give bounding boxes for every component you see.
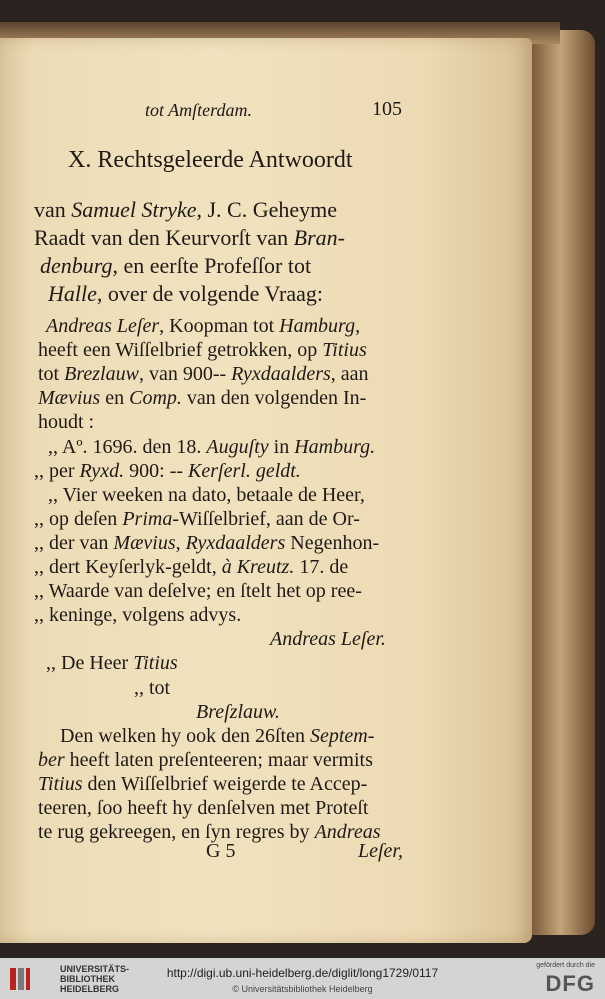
text-line <box>38 410 570 434</box>
text-line <box>38 772 570 796</box>
text-segment: , aan <box>330 363 369 385</box>
text-segment: tot <box>38 363 65 385</box>
text-segment: Titius <box>322 339 367 361</box>
text-line <box>34 603 566 627</box>
text-line <box>34 579 566 603</box>
text-line <box>48 483 580 507</box>
section-title: X. Rechtsgeleerde Antwoordt <box>68 147 353 173</box>
logo-line: BIBLIOTHEK <box>60 974 115 984</box>
text-line <box>38 748 570 772</box>
text-line <box>34 531 566 555</box>
text-segment: 900: -- <box>124 460 189 482</box>
text-segment: 17. de <box>294 556 349 578</box>
text-segment: , van 900-- <box>138 363 232 385</box>
heading-line <box>34 224 566 252</box>
text-segment: Ryxdaalders <box>231 363 331 385</box>
heading-line <box>34 196 566 224</box>
text-segment: Comp. <box>129 387 182 409</box>
text-segment: Mævius <box>113 532 176 554</box>
text-segment: Ryxdaalders <box>185 532 286 554</box>
text-line <box>196 700 605 724</box>
heading-text: , over de volgende Vraag: <box>96 281 324 306</box>
dfg-logo: DFG <box>545 971 595 996</box>
heading-text: denburg <box>40 253 113 278</box>
text-segment: ,, dert Keyſerlyk-geldt, <box>34 556 222 578</box>
text-segment: ,, tot <box>134 677 171 699</box>
footer-bar <box>0 958 605 999</box>
text-segment: heeft laten preſenteeren; maar vermits <box>64 749 373 771</box>
text-line <box>60 724 592 748</box>
copyright-notice: © Universitätsbibliothek Heidelberg <box>232 984 373 994</box>
text-segment: ,, per <box>34 460 80 482</box>
text-segment: Septem- <box>309 725 375 747</box>
text-segment: Negenhon- <box>285 532 380 554</box>
text-segment: , <box>355 315 361 337</box>
text-line <box>38 386 570 410</box>
text-segment: Hamburg <box>279 315 356 337</box>
text-segment: Kerſerl. geldt. <box>188 460 301 482</box>
heading-text: van <box>34 197 72 222</box>
text-segment: Andreas <box>314 821 381 843</box>
text-line <box>38 796 570 820</box>
heading-text: Samuel Stryke <box>71 197 197 222</box>
text-line <box>46 314 578 338</box>
page-number: 105 <box>372 98 402 120</box>
text-segment: van den volgenden In- <box>181 387 367 409</box>
text-segment: ,, keninge, volgens advys. <box>34 604 242 626</box>
text-segment: ,, De Heer <box>46 652 134 674</box>
text-segment: Ryxd. <box>79 460 125 482</box>
heading-text: Halle <box>48 281 97 306</box>
running-head: tot Amſterdam. <box>145 100 252 120</box>
text-segment: Titius <box>133 652 178 674</box>
text-segment: Titius <box>38 773 83 795</box>
text-line <box>38 362 570 386</box>
signature-mark: G 5 <box>206 840 236 862</box>
text-segment: ,, Waarde van deſelve; en ſtelt het op ree- <box>34 580 362 602</box>
text-segment: ,, Aº. 1696. den 18. <box>48 436 207 458</box>
text-segment: Andreas Leſer <box>46 315 160 337</box>
text-segment: Hamburg. <box>294 436 376 458</box>
text-segment: teeren, ſoo heeft hy denſelven met Proteſt <box>38 797 369 819</box>
text-segment: en <box>100 387 130 409</box>
heading-line <box>48 280 580 308</box>
text-line <box>270 627 605 651</box>
text-segment: à Kreutz. <box>221 556 295 578</box>
text-segment: houdt : <box>38 411 95 433</box>
text-segment: Den welken hy ook den 26ſten <box>60 725 310 747</box>
text-segment: Wiſſelbrief, aan de Or- <box>178 508 360 530</box>
funding-note: gefördert durch die <box>536 962 595 969</box>
heading-text: Raadt van den Keurvorſt van <box>34 225 294 250</box>
text-segment: Andreas Leſer. <box>270 628 386 650</box>
source-url-link[interactable]: http://digi.ub.uni-heidelberg.de/diglit/long1729/0117 <box>166 966 439 980</box>
text-line <box>38 338 570 362</box>
text-segment: Brezlauw <box>64 363 139 385</box>
text-segment: ,, op deſen <box>34 508 123 530</box>
heading-line <box>40 252 572 280</box>
text-segment: ber <box>38 749 65 771</box>
logo-line: UNIVERSITÄTS- <box>60 964 130 974</box>
text-segment: , <box>175 532 186 554</box>
text-line <box>48 435 580 459</box>
text-line <box>46 651 578 675</box>
text-line <box>34 555 566 579</box>
heading-text: Bran- <box>293 225 345 250</box>
text-line <box>134 676 605 700</box>
text-line <box>34 459 566 483</box>
heading-text: , en eerſte Profeſſor tot <box>112 253 312 278</box>
text-segment: den Wiſſelbrief weigerde te Accep- <box>82 773 368 795</box>
text-line <box>34 507 566 531</box>
logo-line: HEIDELBERG <box>60 984 120 994</box>
text-segment: Mævius <box>38 387 101 409</box>
book-page <box>0 38 532 943</box>
text-line <box>38 820 570 844</box>
text-segment: in <box>268 436 295 458</box>
text-segment: ,, der van <box>34 532 114 554</box>
heading-text: , J. C. Geheyme <box>196 197 338 222</box>
text-segment: te rug gekreegen, en ſyn regres by <box>38 821 315 843</box>
text-segment: ,, Vier weeken na dato, betaale de Heer, <box>48 484 365 506</box>
text-segment: Prima- <box>122 508 179 530</box>
text-segment: , Koopman tot <box>159 315 280 337</box>
text-segment: Auguſty <box>206 436 269 458</box>
text-segment: Breſzlauw. <box>196 701 280 723</box>
catchword: Leſer, <box>358 840 403 862</box>
text-segment: heeft een Wiſſelbrief getrokken, op <box>38 339 323 361</box>
